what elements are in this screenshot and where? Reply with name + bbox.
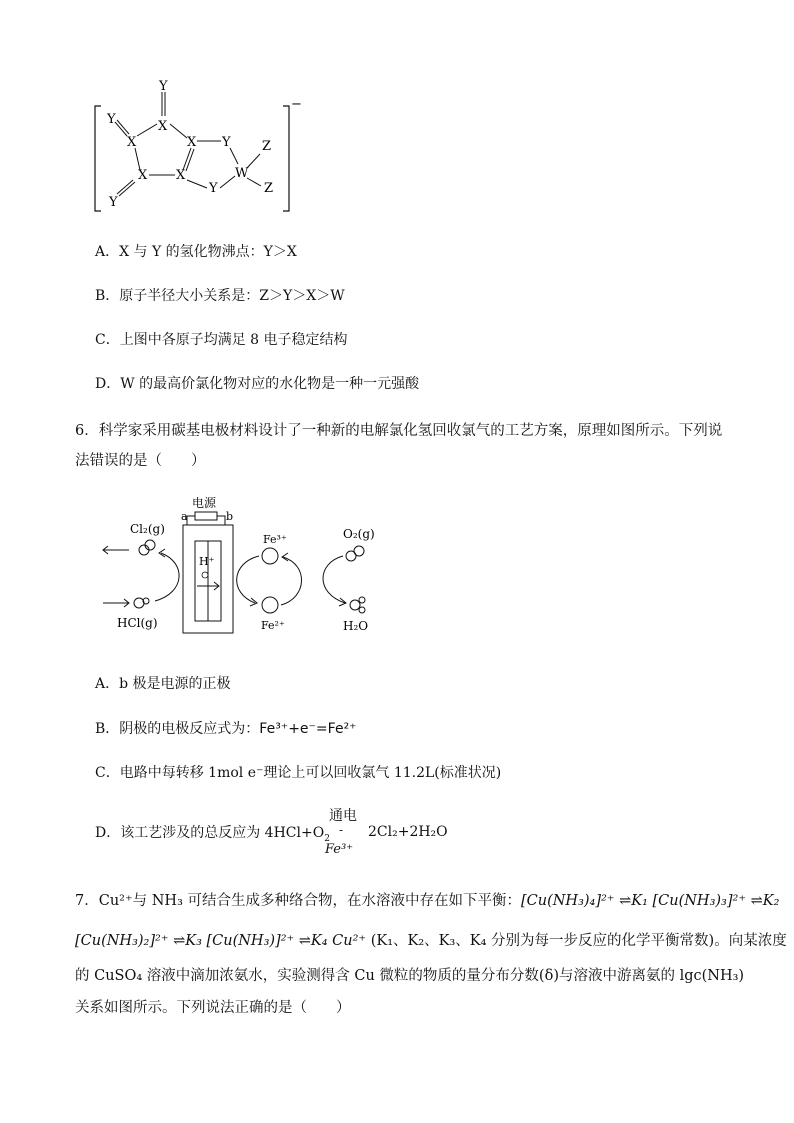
atom-y: Y — [222, 135, 231, 150]
atom-y: Y — [159, 79, 168, 94]
q6-option-d — [95, 824, 330, 848]
oxidation-curve-arrow — [323, 556, 345, 603]
atom-y: Y — [109, 195, 118, 210]
atom-x: X — [138, 168, 148, 183]
fe3-ion-icon — [262, 548, 278, 564]
left-bracket — [95, 106, 101, 211]
atom-y: Y — [209, 181, 218, 196]
q7-line2-text: (K₁、K₂、K₃、K₄ 分别为每一步反应的化学平衡常数)。向某浓度 — [366, 933, 787, 949]
regeneration-curve-arrow — [281, 557, 302, 605]
fe3-label: Fe³⁺ — [263, 533, 287, 546]
anode-curve-arrow — [155, 553, 179, 601]
q6-option-a: A．b 极是电源的正极 — [95, 676, 231, 692]
reaction-condition-below: Fe³⁺ — [325, 842, 354, 857]
cl2-label: Cl₂(g) — [130, 522, 165, 536]
cathode-curve-arrow — [237, 556, 259, 603]
reaction-condition-above: 通电 — [329, 808, 357, 824]
atom-z: Z — [264, 181, 274, 196]
h-plus-label: H⁺ — [199, 555, 215, 568]
atom-x: X — [176, 168, 186, 183]
q6-option-d-prefix: D．该工艺涉及的总反应为 4HCl+O — [95, 825, 325, 841]
atom-x: X — [158, 119, 168, 134]
cl2-out-arrow — [103, 546, 129, 554]
q5-option-b: B．原子半径大小关系是：Z＞Y＞X＞W — [95, 288, 345, 304]
hcl-in-arrow — [103, 599, 129, 607]
atom-x: X — [127, 135, 137, 150]
electrolysis-figure — [95, 493, 395, 638]
atom-x: X — [187, 135, 197, 150]
h2o-molecule-icon — [350, 600, 360, 610]
q7-line1-text: 7．Cu²⁺与 NH₃ 可结合生成多种络合物，在水溶液中存在如下平衡： — [75, 893, 521, 909]
fe2-label: Fe²⁺ — [261, 619, 285, 632]
h2o-label: H₂O — [343, 619, 369, 633]
q6-option-b — [95, 720, 357, 738]
atom-y: Y — [107, 112, 116, 127]
anion-structure-figure — [85, 78, 315, 218]
hcl-molecule-icon — [134, 598, 144, 608]
q6-option-b-prefix: B．阴极的电极反应式为： — [95, 721, 260, 737]
right-bracket — [283, 106, 289, 211]
q6-option-d-sub: 2 — [324, 833, 330, 844]
atom-w: W — [235, 166, 249, 181]
hcl-label: HCl(g) — [117, 616, 158, 630]
q6-stem-line1: 6．科学家采用碳基电极材料设计了一种新的电解氯化氢回收氯气的工艺方案，原理如图所示。下列说 — [75, 423, 723, 439]
q7-line3: 的 CuSO₄ 溶液中滴加浓氨水，实验测得含 Cu 微粒的物质的量分布分数(δ)与溶液中游离氨的 lgc(NH₃) — [75, 968, 745, 984]
q7-line2 — [75, 932, 787, 950]
q5-option-c: C．上图中各原子均满足 8 电子稳定结构 — [95, 332, 348, 348]
fe2-ion-icon — [262, 597, 278, 613]
q6-option-d-products: 2Cl₂+2H₂O — [368, 824, 448, 840]
electrode-a-label: a — [181, 510, 188, 523]
q6-option-b-equation: Fe³⁺+e⁻=Fe²⁺ — [259, 721, 357, 737]
atom-z: Z — [262, 139, 272, 154]
h-plus-icon — [202, 572, 208, 578]
o2-label: O₂(g) — [343, 527, 375, 541]
cl2-molecule-icon — [145, 540, 155, 550]
electrode-b-label: b — [226, 510, 234, 523]
power-source-icon — [195, 512, 217, 520]
q5-option-a: A．X 与 Y 的氢化物沸点：Y＞X — [95, 244, 297, 260]
charge-label: − — [291, 97, 302, 112]
q6-option-c: C．电路中每转移 1mol e⁻理论上可以回收氯气 11.2L(标准状况) — [95, 765, 502, 781]
q7-line1 — [75, 892, 779, 910]
reaction-condition-line: - — [339, 823, 344, 837]
q7-line4: 关系如图所示。下列说法正确的是（ ） — [75, 1000, 351, 1016]
q6-stem-line2: 法错误的是（ ） — [75, 453, 206, 469]
power-source-label: 电源 — [192, 496, 217, 510]
q5-option-d: D．W 的最高价氯化物对应的水化物是一种一元强酸 — [95, 376, 420, 392]
q7-equilibrium-1: [Cu(NH₃)₄]²⁺ ⇌K₁ [Cu(NH₃)₃]²⁺ ⇌K₂ — [521, 893, 780, 909]
q7-equilibrium-2: [Cu(NH₃)₂]²⁺ ⇌K₃ [Cu(NH₃)]²⁺ ⇌K₄ Cu²⁺ — [75, 933, 367, 949]
